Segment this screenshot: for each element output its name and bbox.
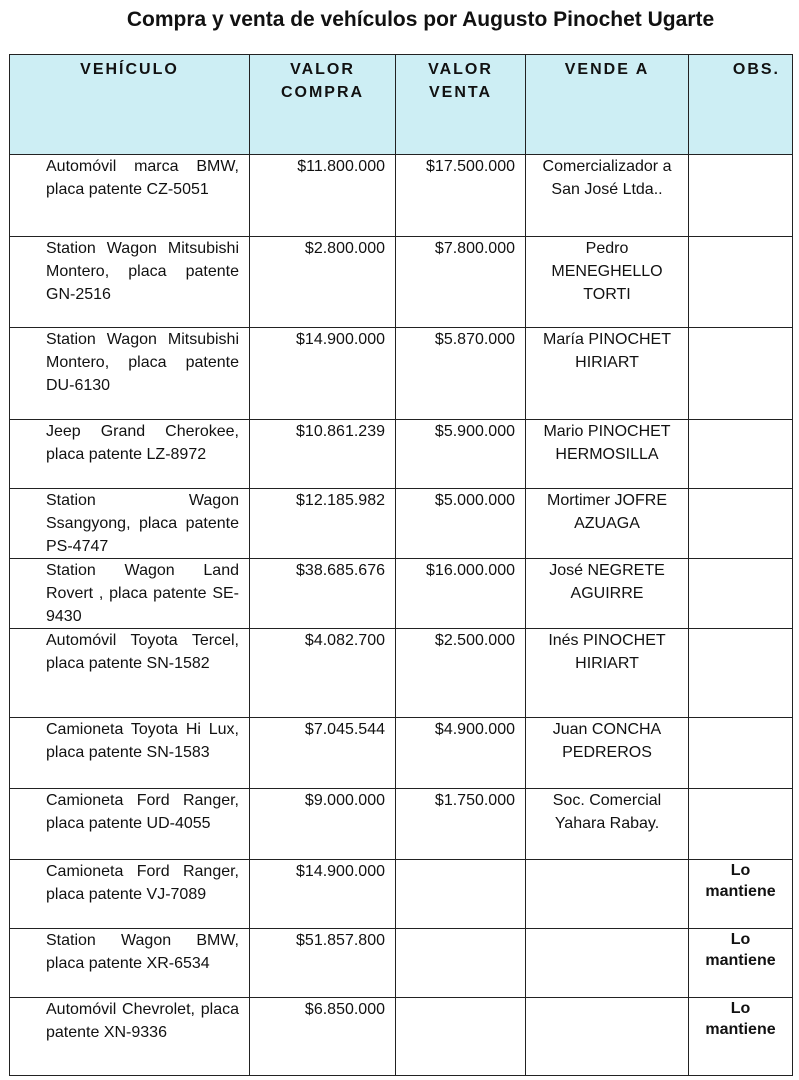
cell-valor-venta: $7.800.000 (396, 237, 526, 328)
cell-valor-venta: $2.500.000 (396, 629, 526, 718)
cell-valor-compra: $7.045.544 (250, 718, 396, 789)
vende-a-text: Mortimer JOFRE AZUAGA (547, 492, 667, 532)
header-row (10, 55, 793, 155)
header-valor-compra (250, 55, 396, 155)
cell-vende-a (526, 420, 689, 489)
cell-valor-venta: $5.900.000 (396, 420, 526, 489)
vende-a-text: Soc. Comercial Yahara Rabay. (552, 792, 662, 832)
header-vehiculo: VEHÍCULO (10, 55, 250, 155)
header-valor-venta (396, 55, 526, 155)
cell-vehiculo: Camioneta Ford Ranger, placa patente UD-4055 (10, 789, 250, 860)
cell-valor-venta: $1.750.000 (396, 789, 526, 860)
cell-vehiculo: Jeep Grand Cherokee, placa patente LZ-8972 (10, 420, 250, 489)
cell-valor-venta (396, 929, 526, 998)
obs-text: Lo mantiene (705, 931, 776, 969)
cell-valor-compra: $51.857.800 (250, 929, 396, 998)
cell-obs (689, 155, 793, 237)
table-row (10, 559, 793, 629)
cell-valor-compra: $38.685.676 (250, 559, 396, 629)
cell-obs (689, 718, 793, 789)
vende-a-text: José NEGRETE AGUIRRE (549, 562, 665, 602)
cell-obs (689, 420, 793, 489)
vende-a-text: Mario PINOCHET HERMOSILLA (543, 423, 671, 463)
vende-a-text: Juan CONCHA PEDREROS (552, 721, 662, 761)
cell-vehiculo: Station Wagon BMW, placa patente XR-6534 (10, 929, 250, 998)
table-row (10, 860, 793, 929)
header-valor-compra-label: VALOR COMPRA (280, 61, 365, 101)
cell-valor-venta: $4.900.000 (396, 718, 526, 789)
cell-vehiculo: Camioneta Toyota Hi Lux, placa patente SN-1583 (10, 718, 250, 789)
cell-vehiculo: Camioneta Ford Ranger, placa patente VJ-7089 (10, 860, 250, 929)
cell-valor-venta (396, 860, 526, 929)
table-row (10, 929, 793, 998)
table-row (10, 789, 793, 860)
cell-valor-compra: $6.850.000 (250, 998, 396, 1076)
cell-vehiculo: Automóvil Chevrolet, placa patente XN-9336 (10, 998, 250, 1076)
cell-vehiculo: Automóvil marca BMW, placa patente CZ-5051 (10, 155, 250, 237)
table-row (10, 629, 793, 718)
cell-valor-venta: $16.000.000 (396, 559, 526, 629)
cell-vende-a (526, 629, 689, 718)
cell-valor-compra: $14.900.000 (250, 860, 396, 929)
cell-obs (689, 237, 793, 328)
cell-valor-compra: $11.800.000 (250, 155, 396, 237)
obs-text: Lo mantiene (705, 1000, 776, 1038)
cell-valor-compra: $10.861.239 (250, 420, 396, 489)
vende-a-text: Pedro MENEGHELLO TORTI (551, 240, 663, 303)
table-row (10, 237, 793, 328)
cell-valor-compra: $4.082.700 (250, 629, 396, 718)
cell-obs (689, 629, 793, 718)
cell-vende-a (526, 718, 689, 789)
table-row (10, 420, 793, 489)
cell-vehiculo: Station Wagon Ssangyong, placa patente PS-4747 (10, 489, 250, 559)
table-row (10, 718, 793, 789)
cell-vende-a (526, 559, 689, 629)
obs-text: Lo mantiene (705, 862, 776, 900)
table-row (10, 998, 793, 1076)
cell-obs (689, 489, 793, 559)
cell-vehiculo: Automóvil Toyota Tercel, placa patente SN-1582 (10, 629, 250, 718)
header-valor-venta-label: VALOR VENTA (428, 61, 493, 101)
vende-a-text: María PINOCHET HIRIART (542, 331, 671, 371)
cell-obs (689, 328, 793, 420)
cell-valor-venta: $17.500.000 (396, 155, 526, 237)
cell-vende-a (526, 328, 689, 420)
cell-vende-a (526, 860, 689, 929)
cell-vende-a (526, 489, 689, 559)
cell-obs (689, 860, 793, 929)
cell-vehiculo: Station Wagon Mitsubishi Montero, placa patente DU-6130 (10, 328, 250, 420)
cell-vende-a (526, 789, 689, 860)
cell-valor-compra: $14.900.000 (250, 328, 396, 420)
table-row (10, 489, 793, 559)
cell-vende-a (526, 929, 689, 998)
cell-valor-venta: $5.000.000 (396, 489, 526, 559)
vehicles-table (9, 54, 793, 1076)
cell-obs (689, 559, 793, 629)
cell-vende-a (526, 998, 689, 1076)
cell-vende-a (526, 155, 689, 237)
cell-valor-compra: $12.185.982 (250, 489, 396, 559)
cell-valor-venta: $5.870.000 (396, 328, 526, 420)
cell-obs (689, 998, 793, 1076)
cell-vehiculo: Station Wagon Land Rovert , placa patente SE-9430 (10, 559, 250, 629)
cell-valor-compra: $2.800.000 (250, 237, 396, 328)
cell-valor-compra: $9.000.000 (250, 789, 396, 860)
document-title: Compra y venta de vehículos por Augusto Pinochet Ugarte (126, 8, 715, 31)
vende-a-text: Inés PINOCHET HIRIART (548, 632, 666, 672)
vende-a-text: Comercializador a San José Ltda.. (542, 158, 672, 198)
table-row (10, 155, 793, 237)
cell-vende-a (526, 237, 689, 328)
cell-obs (689, 789, 793, 860)
cell-obs (689, 929, 793, 998)
cell-valor-venta (396, 998, 526, 1076)
cell-vehiculo: Station Wagon Mitsubishi Montero, placa patente GN-2516 (10, 237, 250, 328)
header-obs: OBS. (689, 55, 793, 155)
table-row (10, 328, 793, 420)
header-vende-a: VENDE A (526, 55, 689, 155)
